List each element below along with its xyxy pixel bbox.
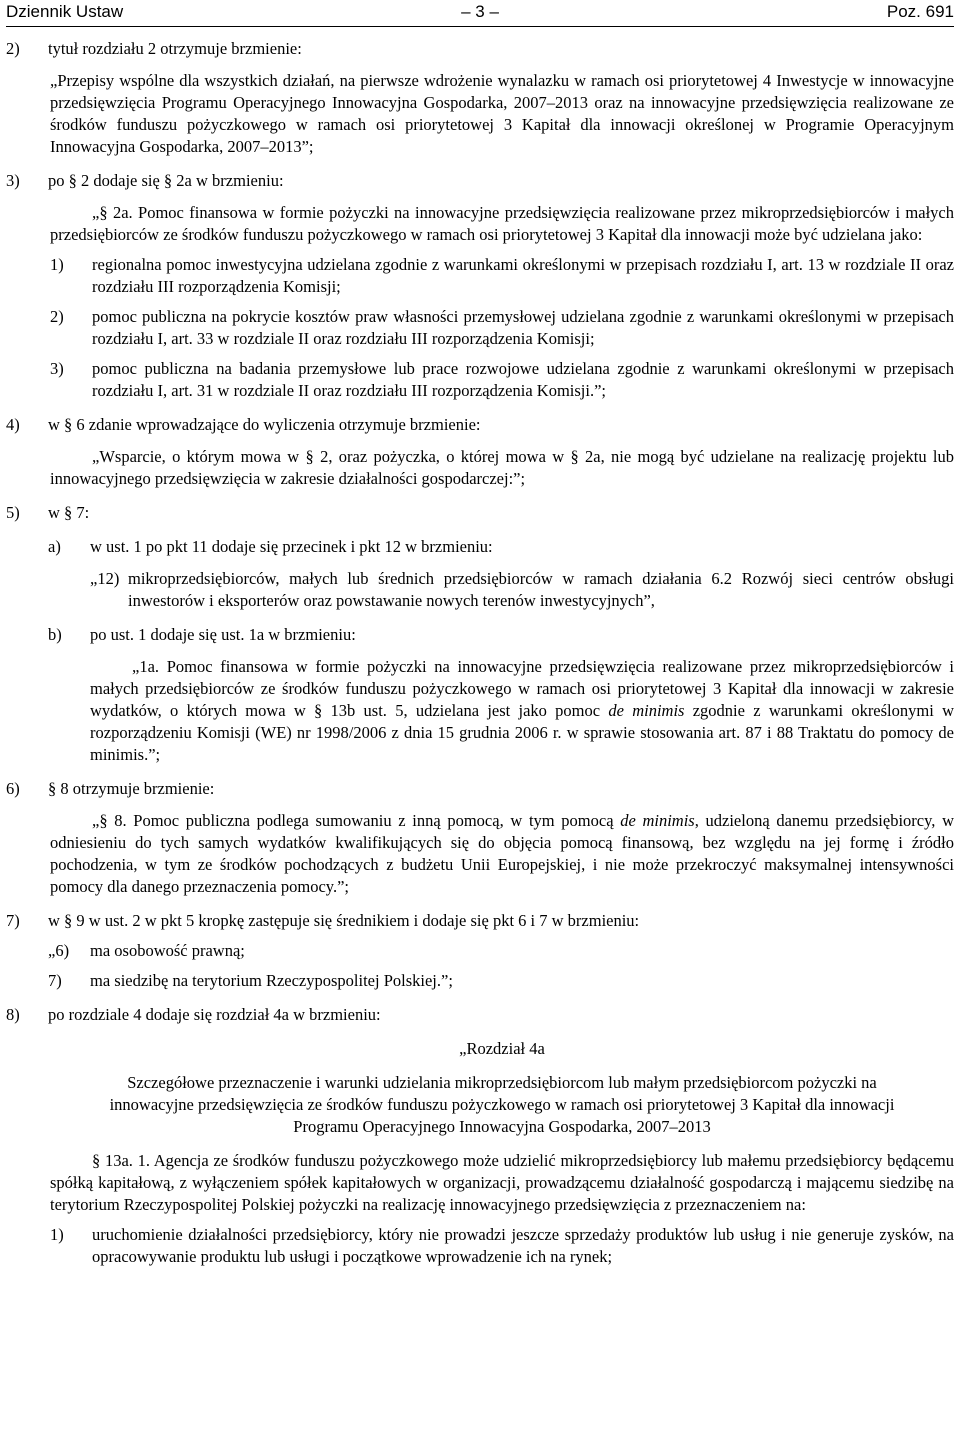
item-4 [6,414,954,436]
list-item [50,358,954,402]
list-item [6,940,954,962]
quoted-text: „§ 2a. Pomoc finansowa w formie pożyczki na innowacyjne przedsięwzięcia realizowane przez mikroprzedsiębiorców i małych przedsiębiorców ze środków funduszu pożyczkowego w ramach osi priorytetowej 3 Kapitał dla innowacji może być udzielana jako: [50,203,954,244]
quoted-text [90,656,954,766]
quoted-text-part: „§ 8. Pomoc publiczna podlega sumowaniu z inną pomocą, w tym pomocą [92,811,621,830]
point-text: pomoc publiczna na badania przemysłowe lub prace rozwojowe udzielana zgodnie z warunkami określonymi w przepisach rozdziału I, art. 31 w rozdziale II oraz rozdziału III rozporządzenia Komisji.”; [92,359,954,400]
point-number: 1) [50,255,64,274]
sub-item-b [6,624,954,646]
list-item [50,254,954,298]
item-number: 5) [6,503,20,522]
item-intro: w § 6 zdanie wprowadzające do wyliczenia otrzymuje brzmienie: [48,415,481,434]
italic-term: de minimis [620,811,695,830]
point-text: uruchomienie działalności przedsiębiorcy, który nie prowadzi jeszcze sprzedaży produktów lub usług i nie generuje zysków, na opracowywanie produktu lub usługi i początkowe wprowadzenie ich na rynek; [92,1225,954,1266]
item-number: 4) [6,415,20,434]
item-intro: po § 2 dodaje się § 2a w brzmieniu: [48,171,284,190]
item-intro: tytuł rozdziału 2 otrzymuje brzmienie: [48,39,302,58]
point-text: ma osobowość prawną; [90,941,245,960]
item-number: 7) [6,911,20,930]
sub-item-letter: a) [48,537,61,556]
quoted-text: „Wsparcie, o którym mowa w § 2, oraz pożyczka, o której mowa w § 2a, nie mogą być udzielane na realizację projektu lub innowacyjnego przedsięwzięcia w zakresie działalności gospodarczej:”; [50,447,954,488]
item-3 [6,170,954,192]
point-number: 3) [50,359,64,378]
point-text: ma siedzibę na terytorium Rzeczypospolitej Polskiej.”; [90,971,453,990]
quoted-text-part: „1a. Pomoc finansowa w formie pożyczki na innowacyjne przedsięwzięcia realizowane przez mikroprzedsiębiorców i małych przedsiębiorców ze środków funduszu pożyczkowego w ramach osi priorytetowej 3 Kapitał dla innowacji w zakresie wydatków, o których mowa w § 13b ust. 5, udzielana jest jako pomoc [90,657,954,720]
document-body [6,38,954,1268]
quoted-text-part: zgodnie z warunkami określonymi w rozporządzeniu Komisji (WE) nr 1998/2006 z dnia 15 grudnia 2006 r. w sprawie stosowania art. 87 i 88 Traktatu do pomocy de minimis.”; [90,701,954,764]
point-number: 7) [48,971,62,990]
item-2 [6,38,954,60]
list-item [50,1224,954,1268]
item-intro: § 8 otrzymuje brzmienie: [48,779,215,798]
item-intro: w § 7: [48,503,90,522]
quoted-text-part: , udzieloną danemu przedsiębiorcy, w odniesieniu do tych samych wydatków kwalifikujących się do objęcia pomocą finansową, bez względu na jej formę i źródło pochodzenia, w tym ze środków pochodzących z budżetu Unii Europejskiej, i nie może przekroczyć maksymalnej intensywności pomocy dla danego przeznaczenia pomocy.”; [50,811,954,896]
item-number: 6) [6,779,20,798]
journal-name: Dziennik Ustaw [6,2,124,21]
point-text: regionalna pomoc inwestycyjna udzielana zgodnie z warunkami określonymi w przepisach rozdziału I, art. 13 w rozdziale II oraz rozdziału III rozporządzenia Komisji; [92,255,954,296]
list-item [6,970,954,992]
point-number: „6) [48,941,70,960]
item-7 [6,910,954,932]
sub-item-intro: po ust. 1 dodaje się ust. 1a w brzmieniu: [90,625,356,644]
item-intro: po rozdziale 4 dodaje się rozdział 4a w brzmieniu: [48,1005,381,1024]
italic-term: de minimis [608,701,685,720]
point-text: pomoc publiczna na pokrycie kosztów praw własności przemysłowej udzielana zgodnie z warunkami określonymi w przepisach rozdziału I, art. 33 w rozdziale II oraz rozdziału III rozporządzenia Komisji; [92,307,954,348]
sub-item-letter: b) [48,625,62,644]
item-6 [6,778,954,800]
item-number: 8) [6,1005,20,1024]
point-text: mikroprzedsiębiorców, małych lub średnich przedsiębiorców w ramach działania 6.2 Rozwój sieci centrów obsługi inwestorów i eksporterów oraz powstawanie nowych terenów inwestycyjnych”, [128,569,954,610]
item-number: 3) [6,171,20,190]
sub-item-intro: w ust. 1 po pkt 11 dodaje się przecinek i pkt 12 w brzmieniu: [90,537,493,556]
paragraph-13a: § 13a. 1. Agencja ze środków funduszu pożyczkowego może udzielić mikroprzedsiębiorcy lub małemu przedsiębiorcy będącemu spółką kapitałową, z wyłączeniem spółek kapitałowych w organizacji, prowadzącemu działalność gospodarczą i mającemu siedzibę na terytorium Rzeczypospolitej Polskiej pożyczki na realizację innowacyjnego przedsięwzięcia z przeznaczeniem na: [50,1151,954,1214]
item-intro: w § 9 w ust. 2 w pkt 5 kropkę zastępuje się średnikiem i dodaje się pkt 6 i 7 w brzmieniu: [48,911,640,930]
list-item [50,306,954,350]
point-number: 2) [50,307,64,326]
item-5 [6,502,954,524]
item-8 [6,1004,954,1026]
point-number: 1) [50,1225,64,1244]
item-number: 2) [6,39,20,58]
quoted-text [50,810,954,898]
page-number: – 3 – [461,2,499,21]
page-header [6,0,954,27]
chapter-title: Szczegółowe przeznaczenie i warunki udzielania mikroprzedsiębiorcom lub małym przedsiębiorcom pożyczki na innowacyjne przedsięwzięcia ze środków funduszu pożyczkowego w ramach osi priorytetowej 3 Kapitał dla innowacji Programu Operacyjnego Innowacyjna Gospodarka, 2007–2013 [109,1073,895,1136]
position-number: Poz. 691 [886,2,954,21]
quoted-point [6,568,954,612]
sub-item-a [6,536,954,558]
quoted-text: „Przepisy wspólne dla wszystkich działań, na pierwsze wdrożenie wynalazku w ramach osi priorytetowej 4 Inwestycje w innowacyjne przedsięwzięcia Programu Operacyjnego Innowacyjna Gospodarka, 2007–2013 oraz na innowacyjne przedsięwzięcia realizowane ze środków funduszu pożyczkowego w ramach osi priorytetowej 3 Kapitał dla innowacji określonej w Programie Operacyjnym Innowacyjna Gospodarka, 2007–2013”; [50,71,954,156]
chapter-heading: „Rozdział 4a [459,1039,545,1058]
point-number: „12) [90,569,120,588]
